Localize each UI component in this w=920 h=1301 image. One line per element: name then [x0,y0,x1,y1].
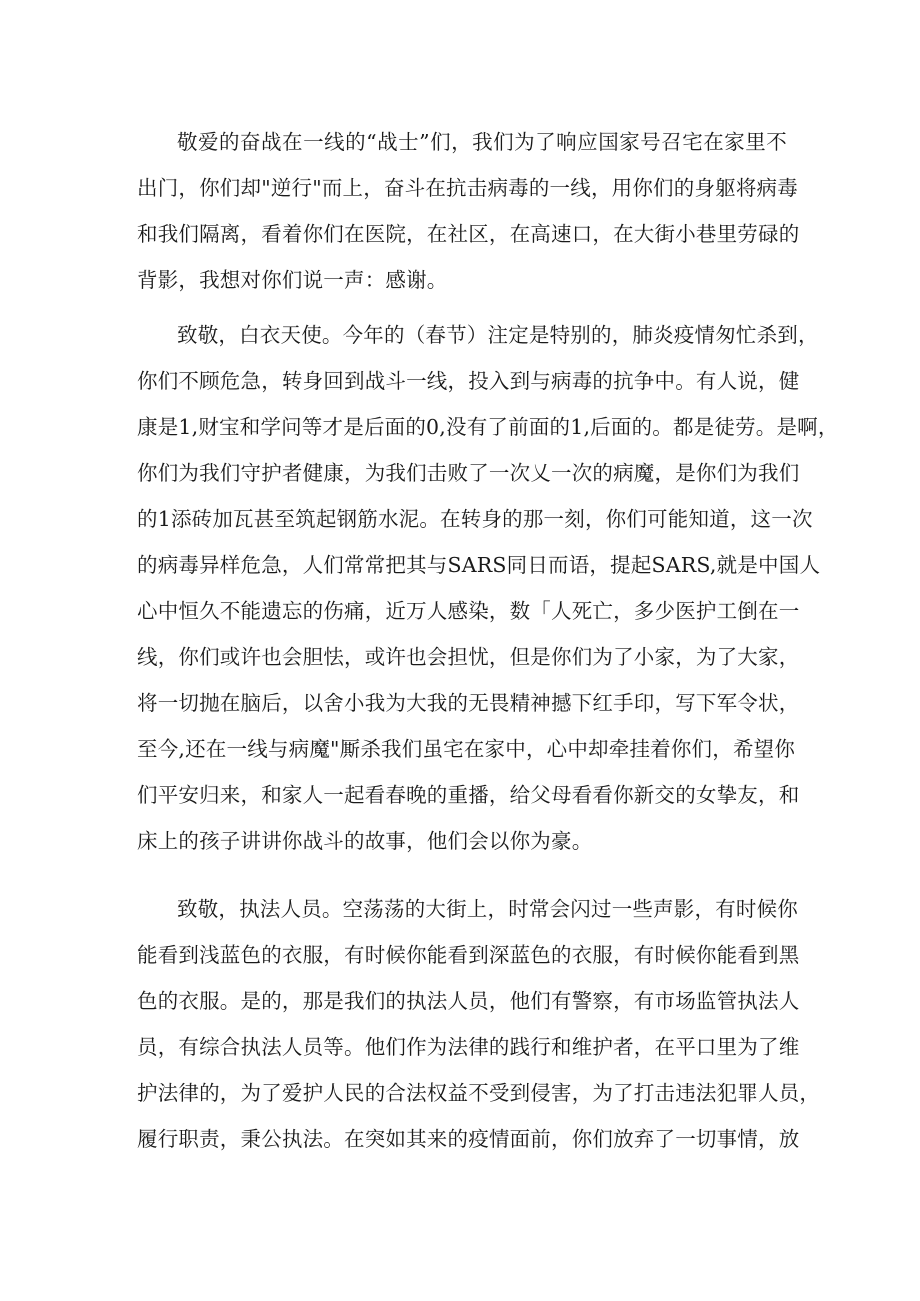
paragraph-line: 的病毒异样危急，人们常常把其与SARS同日而语，提起SARS,就是中国人 [137,553,821,577]
paragraph-line: 和我们隔离，看着你们在医院，在社区，在高速口，在大街小巷里劳碌的 [137,222,800,246]
paragraph-line: 能看到浅蓝色的衣服，有时候你能看到深蓝色的衣服，有时候你能看到黑 [137,943,800,967]
paragraph-line: 护法律的，为了爱护人民的合法权益不受到侵害，为了打击违法犯罪人员， [137,1081,821,1105]
paragraph-line: 色的衣服。是的，那是我们的执法人员，他们有警察，有市场监管执法人 [137,989,800,1013]
paragraph-line: 的1添砖加瓦甚至筑起钢筋水泥。在转身的那一刻，你们可能知道，这一次 [137,507,813,531]
paragraph-line: 至今,还在一线与病魔"厮杀我们虽宅在家中，心中却牵挂着你们，希望你 [137,737,796,761]
paragraph-line: 履行职责，秉公执法。在突如其来的疫情面前，你们放弃了一切事情，放 [137,1127,800,1151]
paragraph-line: 你们为我们守护者健康，为我们击败了一次乂一次的病魔，是你们为我们 [137,461,800,485]
paragraph-line: 你们不顾危急，转身回到战斗一线，投入到与病毒的抗争中。有人说，健 [137,369,800,393]
paragraph-line: 致敬，白衣天使。今年的（春节）注定是特别的，肺炎疫情匆忙杀到， [177,323,819,347]
paragraph-line: 出门，你们却"逆行"而上，奋斗在抗击病毒的一线，用你们的身躯将病毒 [137,176,798,200]
paragraph-line: 康是1,财宝和学问等才是后面的0,没有了前面的1,后面的。都是徒劳。是啊， [137,415,839,439]
paragraph-line: 背影，我想对你们说一声：感谢。 [137,268,448,292]
paragraph-line: 床上的孩子讲讲你战斗的故事，他们会以你为豪。 [137,829,593,853]
paragraph-2 [137,312,839,864]
paragraph-3 [137,886,821,1162]
paragraph-line: 员，有综合执法人员等。他们作为法律的践行和维护者，在平口里为了维 [137,1035,800,1059]
paragraph-line: 们平安归来，和家人一起看春晚的重播，给父母看看你新交的女挚友，和 [137,783,800,807]
paragraph-line: 将一切抛在脑后，以舍小我为大我的无畏精神撼下红手印，写下军令状， [137,691,800,715]
paragraph-line: 心中恒久不能遗忘的伤痛，近万人感染，数「人死亡，多少医护工倒在一 [137,599,800,623]
paragraph-line: 敬爱的奋战在一线的“战士”们，我们为了响应国家号召宅在家里不 [177,130,787,154]
paragraph-line: 线，你们或许也会胆怯，或许也会担忧，但是你们为了小家，为了大家， [137,645,800,669]
paragraph-1 [137,119,800,303]
paragraph-line: 致敬，执法人员。空荡荡的大街上，时常会闪过一些声影，有时候你 [177,897,798,921]
